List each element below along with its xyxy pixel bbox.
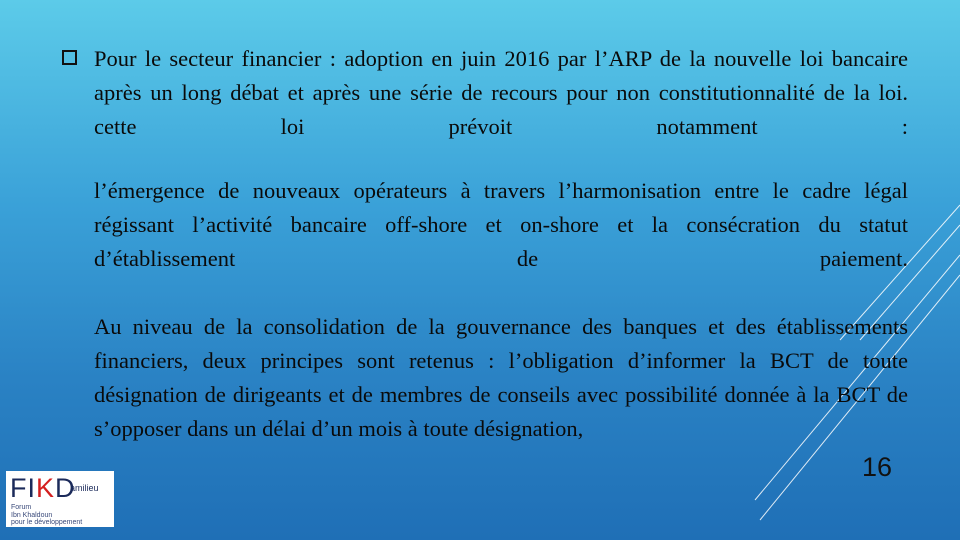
page-number: 16: [862, 452, 893, 482]
fikd-logo: [6, 471, 114, 527]
logo-line-2: Ibn Khaldoun: [11, 511, 53, 519]
logo-subtitle: [11, 504, 111, 527]
logo-line-3: pour le développement: [11, 519, 83, 526]
logo-letter-f: F: [10, 473, 28, 503]
paragraph-2: l’émergence de nouveaux opérateurs à travers l’harmonisation entre le cadre légal régissant l’activité bancaire off-shore et on-shore et la consécration du statut d’établissement de paiement.: [94, 178, 908, 271]
logo-suffix: amilieu: [70, 483, 99, 493]
logo-line-1: Forum: [11, 504, 32, 511]
hollow-square-bullet-icon: [62, 50, 77, 65]
logo-mark: [10, 473, 76, 503]
logo-letter-k: K: [36, 473, 56, 503]
logo-letter-i: I: [27, 473, 37, 503]
paragraph-1: Pour le secteur financier : adoption en juin 2016 par l’ARP de la nouvelle loi bancaire après un long débat et après une série de recours pour non constitutionnalité de la loi. cette loi prévoit notamment :: [94, 46, 908, 139]
paragraph-3: Au niveau de la consolidation de la gouvernance des banques et des établissements financiers, deux principes sont retenus : l’obligation d’informer la BCT de toute désignation de dirigeants et de membres de conseils avec possibilité donnée à la BCT de s’opposer dans un délai d’un mois à toute désignation,: [94, 314, 908, 441]
logo-letter-d: D: [55, 473, 76, 503]
